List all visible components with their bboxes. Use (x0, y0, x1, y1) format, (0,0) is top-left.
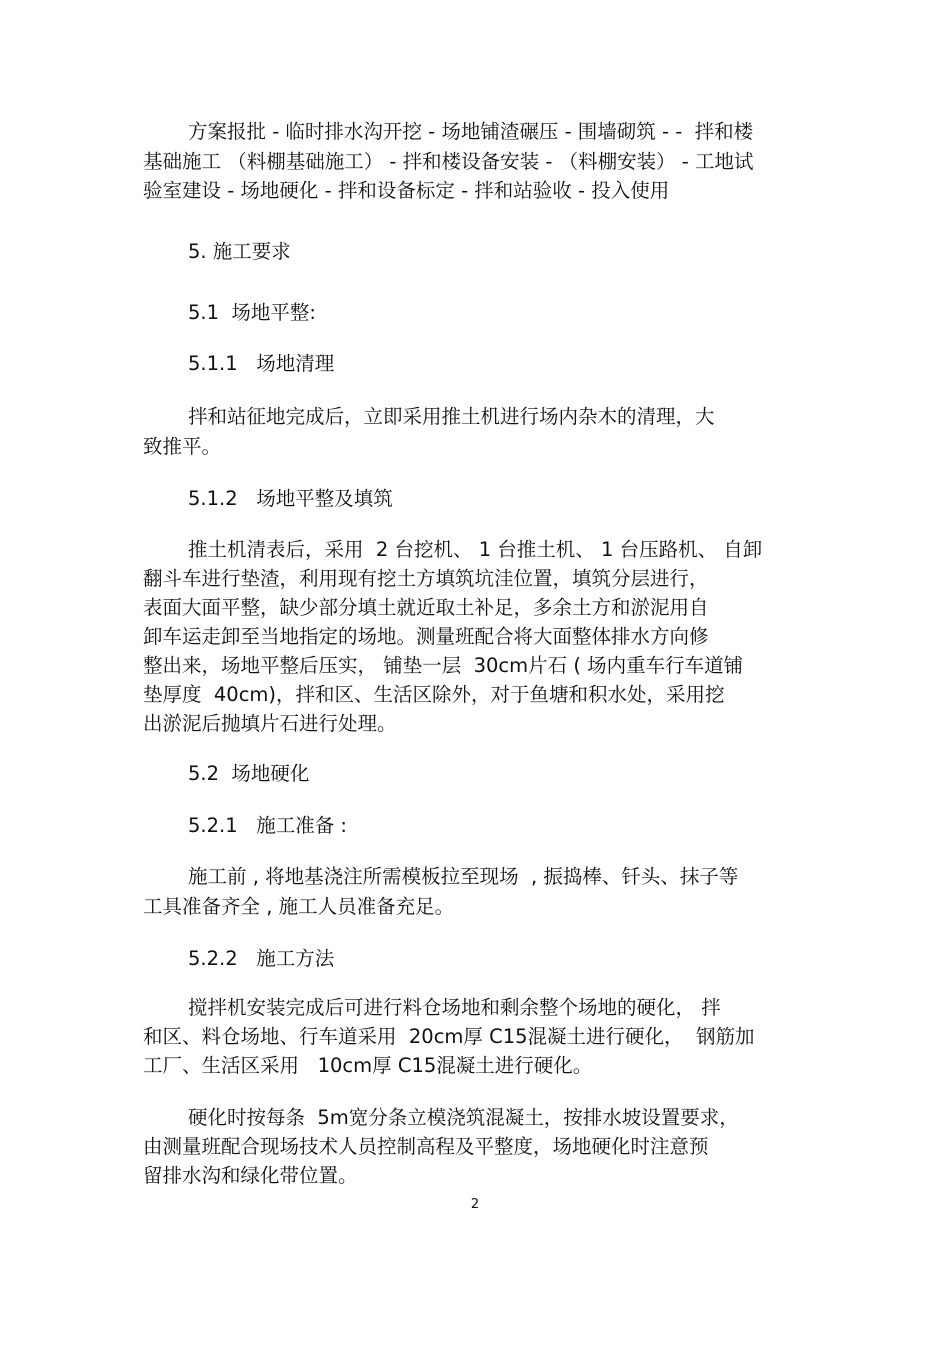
method2-paragraph-line-2: 由测量班配合现场技术人员控制高程及平整度，场地硬化时注意预 (143, 1135, 709, 1158)
heading-5-2: 5.2 场地硬化 (188, 762, 310, 785)
prep-paragraph-line-1: 施工前 , 将地基浇注所需模板拉至现场 , 振捣棒、钎头、抹子等 (188, 865, 739, 888)
level-paragraph-line-5: 整出来，场地平整后压实， 铺垫一层 30cm片石 ( 场内重车行车道铺 (143, 654, 744, 677)
clear-paragraph-line-1: 拌和站征地完成后，立即采用推土机进行场内杂木的清理，大 (188, 405, 715, 428)
method1-paragraph-line-1: 搅拌机安装完成后可进行料仓场地和剩余整个场地的硬化， 拌 (188, 996, 721, 1019)
heading-5-2-2: 5.2.2 施工方法 (188, 947, 335, 970)
heading-5-1-1: 5.1.1 场地清理 (188, 352, 335, 375)
clear-paragraph-line-2: 致推平。 (143, 435, 222, 458)
level-paragraph-line-2: 翻斗车进行垫渣，利用现有挖土方填筑坑洼位置，填筑分层进行， (143, 567, 709, 590)
method2-paragraph-line-1: 硬化时按每条 5m宽分条立模浇筑混凝土，按排水坡设置要求， (188, 1106, 739, 1129)
method1-paragraph-line-3: 工厂、生活区采用 10cm厚 C15混凝土进行硬化。 (143, 1054, 593, 1077)
level-paragraph-line-6: 垫厚度 40cm)，拌和区、生活区除外，对于鱼塘和积水处，采用挖 (143, 683, 725, 706)
method2-paragraph-line-3: 留排水沟和绿化带位置。 (143, 1164, 358, 1187)
heading-5: 5. 施工要求 (188, 240, 291, 263)
level-paragraph-line-1: 推土机清表后，采用 2 台挖机、 1 台推土机、 1 台压路机、 自卸 (188, 538, 763, 561)
process-flow-line-1: 方案报批 - 临时排水沟开挖 - 场地铺渣碾压 - 围墙砌筑 - - 拌和楼 (188, 120, 754, 143)
level-paragraph-line-7: 出淤泥后抛填片石进行处理。 (143, 712, 397, 735)
heading-5-1-2: 5.1.2 场地平整及填筑 (188, 487, 393, 510)
process-flow-line-2: 基础施工 （料棚基础施工） - 拌和楼设备安装 - （料棚安装） - 工地试 (143, 150, 754, 173)
heading-5-2-1: 5.2.1 施工准备 : (188, 814, 347, 837)
prep-paragraph-line-2: 工具准备齐全 , 施工人员准备充足。 (143, 895, 455, 918)
level-paragraph-line-4: 卸车运走卸至当地指定的场地。测量班配合将大面整体排水方向修 (143, 625, 709, 648)
page-number: 2 (470, 1197, 480, 1212)
process-flow-line-3: 验室建设 - 场地硬化 - 拌和设备标定 - 拌和站验收 - 投入使用 (143, 179, 670, 202)
level-paragraph-line-3: 表面大面平整，缺少部分填土就近取土补足，多余土方和淤泥用自 (143, 596, 709, 619)
method1-paragraph-line-2: 和区、料仓场地、行车道采用 20cm厚 C15混凝土进行硬化， 钢筋加 (143, 1025, 755, 1048)
heading-5-1: 5.1 场地平整: (188, 301, 316, 324)
